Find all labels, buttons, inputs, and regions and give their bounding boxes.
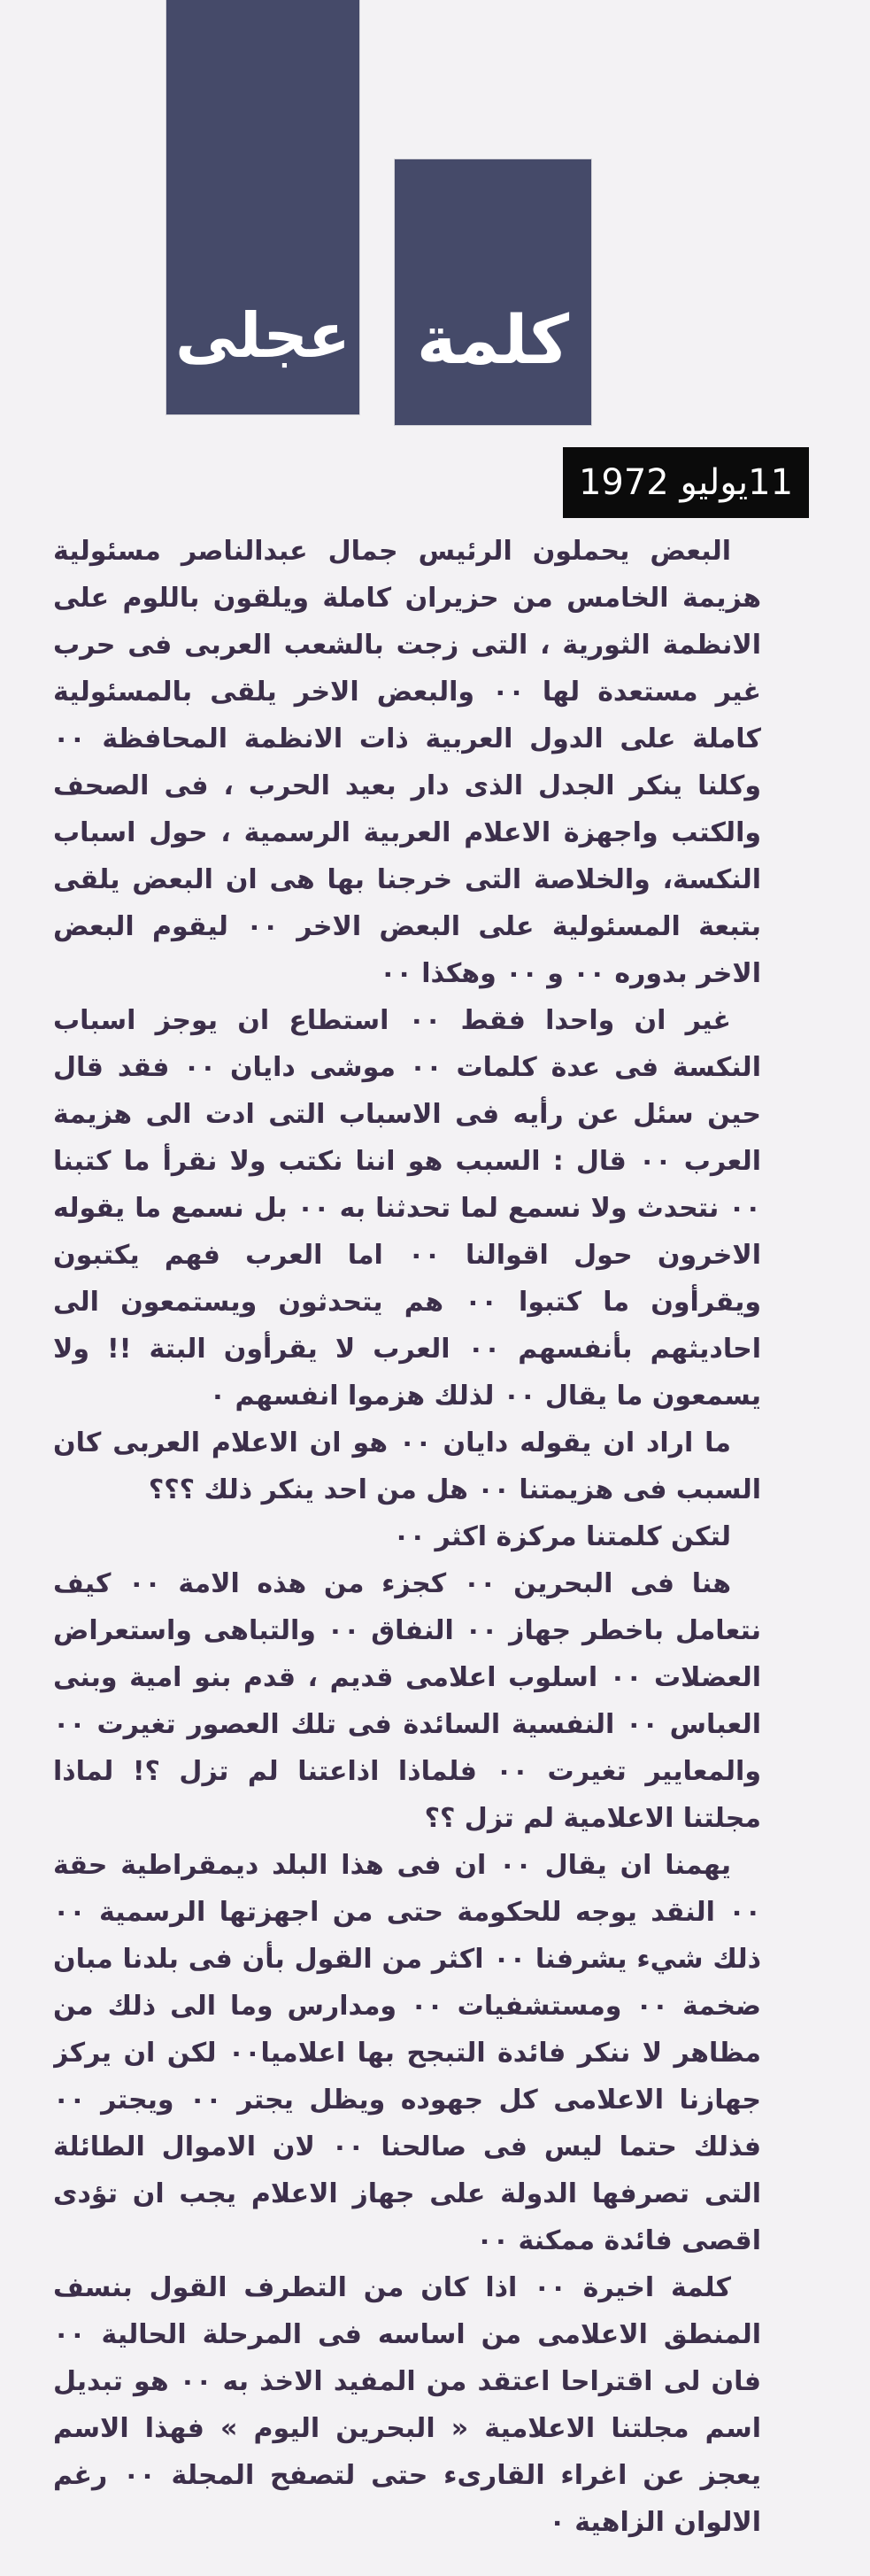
- column-title-block-left: [166, 0, 359, 414]
- column-title-word-agla: عجلى: [175, 299, 350, 372]
- article-paragraph: كلمة اخيرة ٠٠ اذا كان من التطرف القول بنسف المنطق الاعلامى من اساسه فى المرحلة الحالية ٠٠ فان لى اقتراحا اعتقد من المفيد الاخذ به ٠٠ هو تبديل اسم مجلتنا الاعلامية « البحرين اليوم » فهذا الاسم يعجز عن اغراء القارىء حتى لتصفح المجلة ٠٠ رغم الالوان الزاهية ٠: [53, 2272, 761, 2538]
- column-title-word-kalima: كلمة: [416, 300, 570, 379]
- column-title-block-right: [395, 159, 591, 425]
- article-paragraph: ما اراد ان يقوله دايان ٠٠ هو ان الاعلام العربى كان السبب فى هزيمتنا ٠٠ هل من احد ينكر ذلك ؟؟؟: [53, 1427, 761, 1505]
- article-paragraph: هنا فى البحرين ٠٠ كجزء من هذه الامة ٠٠ كيف نتعامل باخطر جهاز ٠٠ النفاق ٠٠ والتباهى واستعراض العضلات ٠٠ اسلوب اعلامى قديم ، قدم بنو امية وبنى العباس ٠٠ النفسية السائدة فى تلك العصور تغيرت ٠٠ والمعايير تغيرت ٠٠ فلماذا اذاعتنا لم تزل ؟! لماذا مجلتنا الاعلامية لم تزل ؟؟: [53, 1568, 761, 1834]
- date-label: 11يوليو 1972: [563, 447, 809, 518]
- article-paragraph: يهمنا ان يقال ٠٠ ان فى هذا البلد ديمقراطية حقة ٠٠ النقد يوجه للحكومة حتى من اجهزتها الرسمية ٠٠ ذلك شيء يشرفنا ٠٠ اكثر من القول بأن فى بلدنا مبان ضخمة ٠٠ ومستشفيات ٠٠ ومدارس وما الى ذلك من مظاهر لا ننكر فائدة التبجح بها اعلاميا٠٠ لكن ان يركز جهازنا الاعلامى كل جهوده ويظل يجتر ٠٠ ويجتر ٠٠ فذلك حتما ليس فى صالحنا ٠٠ لان الاموال الطائلة التى تصرفها الدولة على جهاز الاعلام يجب ان تؤدى اقصى فائدة ممكنة ٠٠: [53, 1850, 761, 2256]
- article-paragraph: غير ان واحدا فقط ٠٠ استطاع ان يوجز اسباب النكسة فى عدة كلمات ٠٠ موشى دايان ٠٠ فقد قال حين سئل عن رأيه فى الاسباب التى ادت الى هزيمة العرب ٠٠ قال : السبب هو اننا نكتب ولا نقرأ ما كتبنا ٠٠ نتحدث ولا نسمع لما تحدثنا به ٠٠ بل نسمع ما يقوله الاخرون حول اقوالنا ٠٠ اما العرب فهم يكتبون ويقرأون ما كتبوا ٠٠ هم يتحدثون ويستمعون الى احاديثهم بأنفسهم ٠٠ العرب لا يقرأون البتة !! ولا يسمعون ما يقال ٠٠ لذلك هزموا انفسهم ٠: [53, 1005, 761, 1412]
- article-paragraph: البعض يحملون الرئيس جمال عبدالناصر مسئولية هزيمة الخامس من حزيران كاملة ويلقون باللوم على الانظمة الثورية ، التى زجت بالشعب العربى فى حرب غير مستعدة لها ٠٠ والبعض الاخر يلقى بالمسئولية كاملة على الدول العربية ذات الانظمة المحافظة ٠٠ وكلنا ينكر الجدل الذى دار بعيد الحرب ، فى الصحف والكتب واجهزة الاعلام العربية الرسمية ، حول اسباب النكسة، والخلاصة التى خرجنا بها هى ان البعض يلقى بتبعة المسئولية على البعض الاخر ٠٠ ليقوم البعض الاخر بدوره ٠٠ و ٠٠ وهكذا ٠٠: [53, 536, 761, 989]
- article-paragraph: لتكن كلمتنا مركزة اكثر ٠٠: [393, 1521, 731, 1552]
- article-body: [53, 528, 761, 2538]
